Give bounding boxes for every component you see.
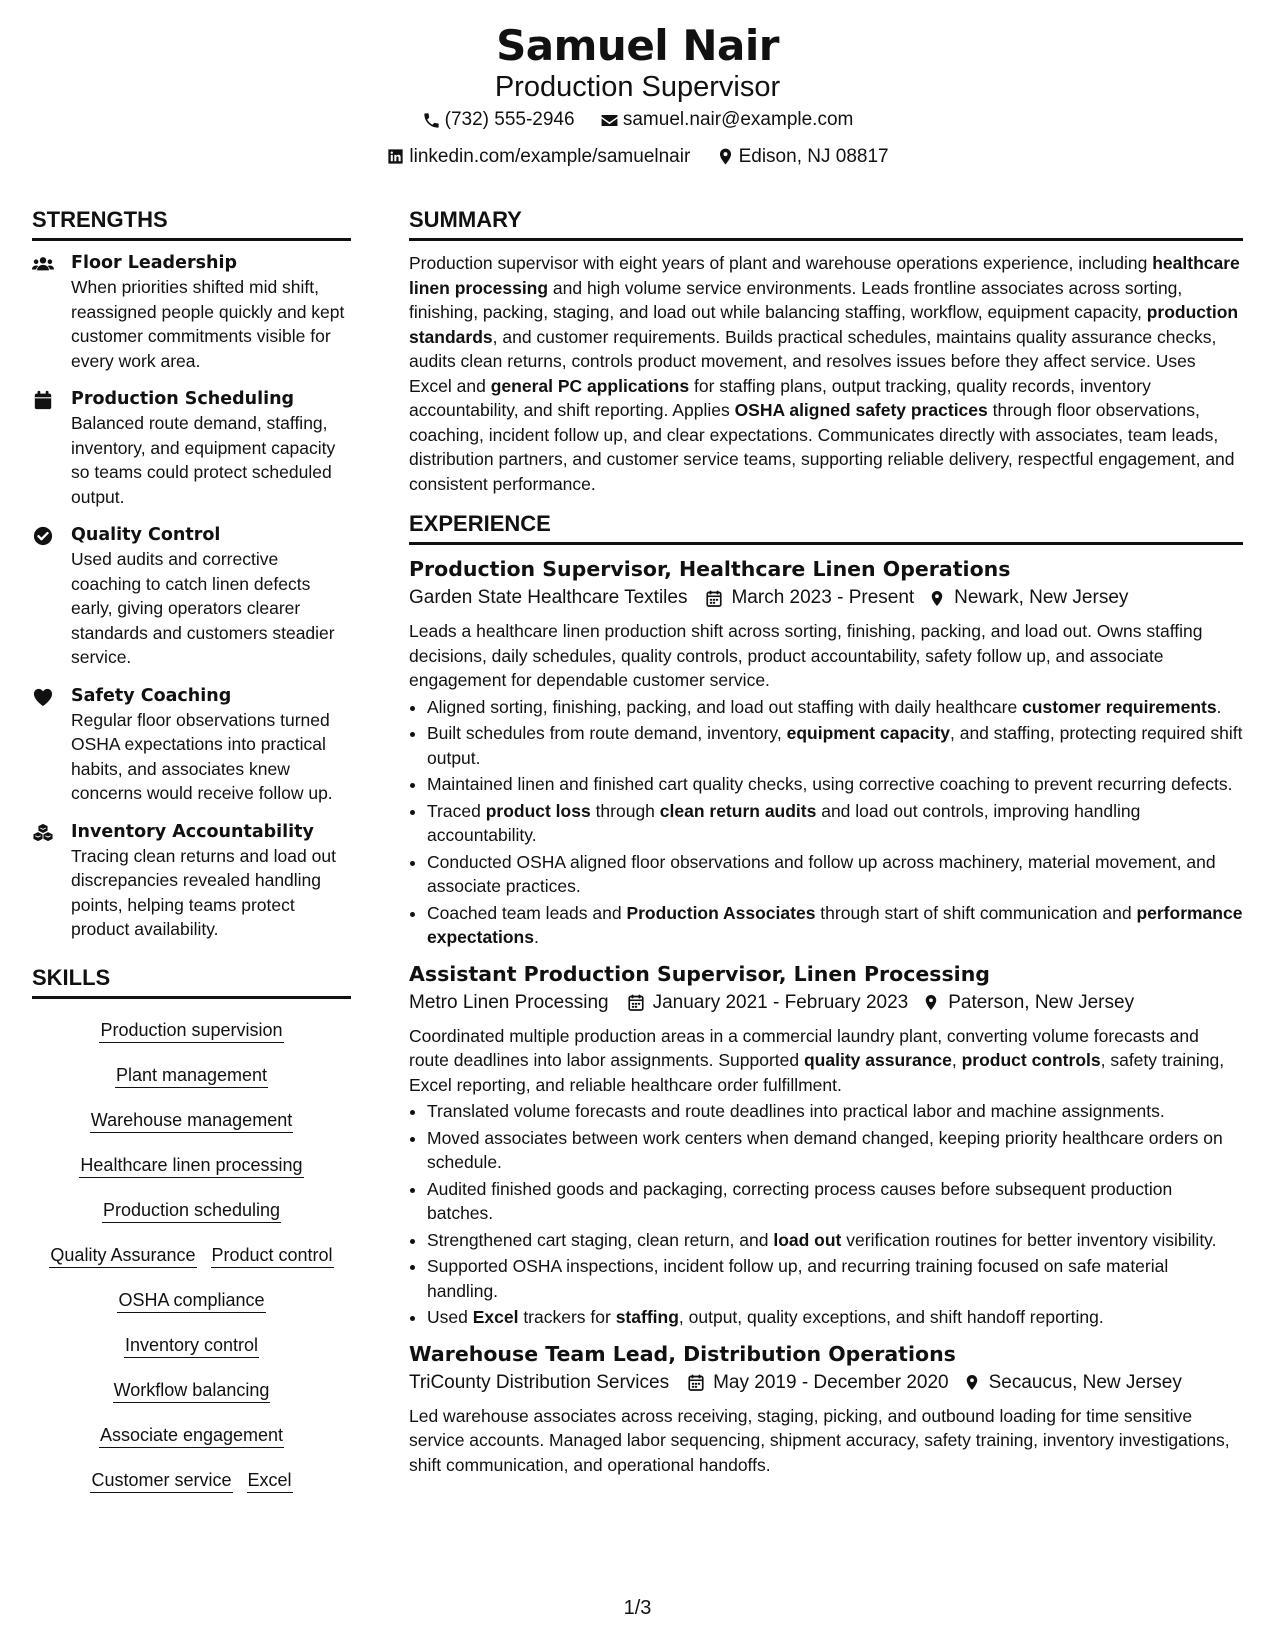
bullet-item bbox=[427, 695, 1243, 720]
calendar-icon bbox=[705, 589, 723, 608]
strength-body bbox=[71, 523, 351, 670]
job-location: Secaucus, New Jersey bbox=[988, 1371, 1182, 1393]
resume-header bbox=[0, 20, 1275, 177]
company-name: Metro Linen Processing bbox=[409, 991, 609, 1013]
strength-description: Used audits and corrective coaching to catch linen defects early, giving operators clearer standards and customers steadier service. bbox=[71, 549, 335, 667]
users-icon bbox=[32, 251, 71, 373]
text-segment: Production supervisor with eight years of plant and warehouse operations experience, including bbox=[409, 253, 1153, 273]
job-location: Newark, New Jersey bbox=[954, 587, 1129, 608]
bullet-item bbox=[427, 721, 1243, 770]
skill-row bbox=[32, 1414, 351, 1459]
job-dates: March 2023 - Present bbox=[731, 587, 915, 608]
skill-tag: Healthcare linen processing bbox=[79, 1153, 303, 1178]
bold-phrase: Excel bbox=[472, 1307, 519, 1327]
skill-tag: Customer service bbox=[90, 1468, 232, 1493]
job-location-wrap bbox=[914, 583, 1128, 613]
strengths-list bbox=[32, 251, 351, 942]
bold-phrase: OSHA aligned safety practices bbox=[734, 400, 988, 420]
skill-tag: OSHA compliance bbox=[117, 1288, 265, 1313]
strength-item bbox=[32, 684, 351, 806]
text-segment: . bbox=[1216, 696, 1222, 717]
strength-item bbox=[32, 387, 351, 509]
skill-row bbox=[32, 1234, 351, 1279]
bold-phrase: staffing bbox=[615, 1307, 679, 1327]
skill-row bbox=[32, 1144, 351, 1189]
phone-icon bbox=[422, 111, 441, 130]
calendar-icon bbox=[627, 993, 645, 1012]
text-segment: trackers for bbox=[518, 1307, 616, 1327]
bold-phrase: general PC applications bbox=[490, 375, 690, 396]
page-number: 1/3 bbox=[623, 1597, 652, 1619]
skill-row bbox=[32, 1369, 351, 1414]
job-bullets bbox=[409, 695, 1243, 950]
skill-row bbox=[32, 1009, 351, 1054]
text-segment: Aligned sorting, finishing, packing, and load out staffing with daily healthcare bbox=[427, 696, 1023, 717]
strength-body bbox=[71, 387, 351, 509]
calendar-icon bbox=[687, 1373, 705, 1392]
text-segment: Conducted OSHA aligned floor observations and follow up across machinery, material movement, and associate practices. bbox=[427, 851, 1216, 896]
skill-tag: Quality Assurance bbox=[49, 1243, 196, 1268]
skill-tag: Warehouse management bbox=[90, 1108, 293, 1133]
strength-title: Inventory Accountability bbox=[71, 821, 314, 842]
skill-tag: Plant management bbox=[115, 1063, 268, 1088]
text-segment: Leads a healthcare linen production shift across sorting, finishing, packing, and load out. Owns staffing decisions, daily schedules, quality controls, product accountability, safety follow up, and associate engagement for dependable customer service. bbox=[409, 621, 1203, 690]
bold-phrase: Production Associates bbox=[626, 902, 816, 923]
skill-tag: Excel bbox=[247, 1468, 293, 1493]
strength-body bbox=[71, 820, 351, 942]
linkedin-item[interactable] bbox=[386, 141, 690, 173]
text-segment: Built schedules from route demand, inventory, bbox=[427, 723, 787, 743]
text-segment: through bbox=[590, 800, 660, 821]
job-entry bbox=[409, 960, 1243, 1330]
right-column bbox=[409, 206, 1243, 1487]
job-meta bbox=[409, 583, 1243, 613]
map-pin-icon bbox=[922, 993, 940, 1012]
text-segment: , and customer requirements. Builds practical schedules, maintains quality assurance checks, audits clean returns, controls product movement, and resolves issues before they affect service. Uses Excel and bbox=[409, 326, 1217, 396]
strength-title: Floor Leadership bbox=[71, 253, 237, 273]
text-segment: Used bbox=[427, 1307, 473, 1327]
text-segment: Audited finished goods and packaging, correcting process causes before subsequent production batches. bbox=[427, 1178, 1173, 1223]
text-segment: Traced bbox=[427, 800, 486, 821]
job-meta bbox=[409, 1368, 1243, 1398]
job-title: Assistant Production Supervisor, Linen Processing bbox=[409, 961, 990, 986]
strength-title: Safety Coaching bbox=[71, 685, 232, 706]
experience-heading: EXPERIENCE bbox=[409, 510, 1243, 545]
bold-phrase: performance expectations bbox=[427, 902, 1243, 947]
bullet-item bbox=[427, 1228, 1243, 1253]
text-segment: , and staffing, protecting required shift output. bbox=[427, 723, 1243, 768]
strength-title: Quality Control bbox=[71, 525, 221, 545]
job-title: Warehouse Team Lead, Distribution Operations bbox=[409, 1341, 956, 1366]
bold-phrase: product controls bbox=[961, 1050, 1101, 1070]
job-entry bbox=[409, 555, 1243, 950]
bullet-item bbox=[427, 1305, 1243, 1330]
skill-tag: Workflow balancing bbox=[113, 1378, 271, 1403]
company-name: Garden State Healthcare Textiles bbox=[409, 587, 688, 608]
bold-phrase: healthcare linen processing bbox=[409, 253, 1240, 298]
contact-row-2 bbox=[0, 141, 1275, 178]
bullet-item bbox=[427, 1177, 1243, 1226]
job-dates: January 2021 - February 2023 bbox=[652, 991, 909, 1013]
bullet-item bbox=[427, 799, 1243, 848]
strength-description: Tracing clean returns and load out discrepancies revealed handling points, helping teams protect product availability. bbox=[71, 845, 336, 939]
calendar-icon bbox=[32, 387, 71, 509]
linkedin-text[interactable]: linkedin.com/example/samuelnair bbox=[409, 145, 691, 167]
bold-phrase: load out bbox=[773, 1229, 842, 1250]
skill-tag: Product control bbox=[211, 1243, 334, 1268]
company-name: TriCounty Distribution Services bbox=[409, 1371, 670, 1393]
bold-phrase: clean return audits bbox=[659, 800, 817, 821]
bold-phrase: customer requirements bbox=[1022, 696, 1217, 717]
text-segment: Supported OSHA inspections, incident follow up, and recurring training focused on safe material handling. bbox=[427, 1256, 1169, 1301]
job-bullets bbox=[409, 1099, 1243, 1330]
text-segment: Strengthened cart staging, clean return, and bbox=[427, 1229, 774, 1250]
skill-tag: Associate engagement bbox=[99, 1423, 284, 1448]
skill-tag: Inventory control bbox=[124, 1333, 259, 1358]
text-segment: through floor observations, coaching, incident follow up, and clear expectations. Communicates directly with associates, team leads, distribution partners, and customer service teams, supporting reliable delivery, respectful engagement, and consistent performance. bbox=[409, 400, 1235, 494]
text-segment: verification routines for better inventory visibility. bbox=[841, 1229, 1217, 1250]
location-text: Edison, NJ 08817 bbox=[738, 145, 889, 167]
text-segment: , safety training, Excel reporting, and reliable healthcare order fulfillment. bbox=[409, 1050, 1225, 1095]
bullet-item bbox=[427, 1099, 1243, 1124]
map-pin-icon bbox=[716, 147, 735, 166]
skill-row bbox=[32, 1324, 351, 1369]
bold-phrase: product loss bbox=[485, 800, 591, 821]
summary-text bbox=[409, 251, 1243, 496]
skill-tag: Production scheduling bbox=[102, 1198, 281, 1223]
strength-title: Production Scheduling bbox=[71, 389, 295, 409]
bullet-item bbox=[427, 850, 1243, 899]
skill-row bbox=[32, 1459, 351, 1504]
text-segment: Moved associates between work centers when demand changed, keeping priority healthcare orders on schedule. bbox=[427, 1127, 1223, 1172]
strength-body bbox=[71, 684, 351, 806]
bold-phrase: equipment capacity bbox=[786, 723, 950, 743]
skills-list bbox=[32, 1009, 351, 1504]
text-segment: Coordinated multiple production areas in a commercial laundry plant, converting volume forecasts and route deadlines into labor assignments. Supported bbox=[409, 1025, 1199, 1070]
job-meta bbox=[409, 988, 1243, 1018]
strength-item bbox=[32, 251, 351, 373]
job-location: Paterson, New Jersey bbox=[948, 991, 1135, 1013]
skill-tag: Production supervision bbox=[99, 1018, 283, 1043]
strength-body bbox=[71, 251, 351, 373]
bold-phrase: quality assurance bbox=[803, 1050, 952, 1070]
strength-description: Regular floor observations turned OSHA expectations into practical habits, and associates knew concerns would receive follow up. bbox=[71, 709, 333, 803]
email-text[interactable]: samuel.nair@example.com bbox=[622, 109, 854, 130]
job-description bbox=[409, 1024, 1243, 1098]
bullet-item bbox=[427, 1126, 1243, 1175]
left-column bbox=[32, 206, 351, 1504]
heart-icon bbox=[32, 684, 71, 806]
text-segment: for staffing plans, output tracking, quality records, inventory accountability, and shift reporting. Applies bbox=[409, 375, 1151, 420]
strength-item bbox=[32, 523, 351, 670]
job-location-wrap bbox=[949, 1368, 1182, 1398]
text-segment: . bbox=[533, 927, 539, 947]
strength-description: Balanced route demand, staffing, inventory, and equipment capacity so teams could protect scheduled output. bbox=[71, 413, 336, 507]
skill-row bbox=[32, 1189, 351, 1234]
linkedin-icon bbox=[386, 147, 405, 166]
candidate-title: Production Supervisor bbox=[494, 71, 781, 103]
envelope-icon bbox=[600, 111, 619, 130]
check-circle-icon bbox=[32, 523, 71, 670]
phone-item bbox=[422, 104, 575, 136]
boxes-icon bbox=[32, 820, 71, 942]
bullet-item bbox=[427, 901, 1243, 950]
map-pin-icon bbox=[928, 589, 946, 608]
text-segment: Maintained linen and finished cart quality checks, using corrective coaching to prevent recurring defects. bbox=[427, 774, 1233, 794]
experience-list bbox=[409, 555, 1243, 1477]
job-dates: May 2019 - December 2020 bbox=[713, 1371, 949, 1393]
phone-text: (732) 555-2946 bbox=[444, 109, 575, 130]
skill-row bbox=[32, 1054, 351, 1099]
job-entry bbox=[409, 1340, 1243, 1478]
text-segment: Translated volume forecasts and route deadlines into practical labor and machine assignments. bbox=[427, 1101, 1165, 1121]
text-segment: , output, quality exceptions, and shift handoff reporting. bbox=[678, 1307, 1104, 1327]
bold-phrase: production standards bbox=[409, 302, 1239, 347]
skill-row bbox=[32, 1099, 351, 1144]
contact-row-1 bbox=[0, 104, 1275, 141]
skill-row bbox=[32, 1279, 351, 1324]
job-description bbox=[409, 619, 1243, 693]
text-segment: Led warehouse associates across receiving, staging, picking, and outbound loading for time sensitive service accounts. Managed labor sequencing, shipment accuracy, safety training, inventory investigations, shift communication, and operational handoffs. bbox=[409, 1405, 1230, 1475]
bullet-item bbox=[427, 1254, 1243, 1303]
job-location-wrap bbox=[908, 988, 1134, 1018]
skills-heading: SKILLS bbox=[32, 964, 351, 999]
job-title: Production Supervisor, Healthcare Linen Operations bbox=[409, 557, 1011, 581]
job-description bbox=[409, 1404, 1243, 1478]
bullet-item bbox=[427, 772, 1243, 797]
text-segment: , bbox=[951, 1050, 962, 1070]
text-segment: through start of shift communication and bbox=[815, 902, 1137, 923]
summary-heading: SUMMARY bbox=[409, 206, 1243, 241]
map-pin-icon bbox=[963, 1373, 981, 1392]
text-segment: Coached team leads and bbox=[427, 902, 627, 923]
text-segment: and load out controls, improving handling accountability. bbox=[427, 800, 1141, 845]
strength-description: When priorities shifted mid shift, reassigned people quickly and kept customer commitments visible for every work area. bbox=[71, 277, 345, 371]
strengths-heading: STRENGTHS bbox=[32, 206, 351, 241]
text-segment: and high volume service environments. Leads frontline associates across sorting, finishing, packing, staging, and load out while balancing staffing, workflow, equipment capacity, bbox=[409, 277, 1183, 322]
strength-item bbox=[32, 820, 351, 942]
email-item[interactable] bbox=[600, 104, 854, 136]
location-item bbox=[716, 141, 889, 173]
candidate-name: Samuel Nair bbox=[496, 21, 779, 70]
